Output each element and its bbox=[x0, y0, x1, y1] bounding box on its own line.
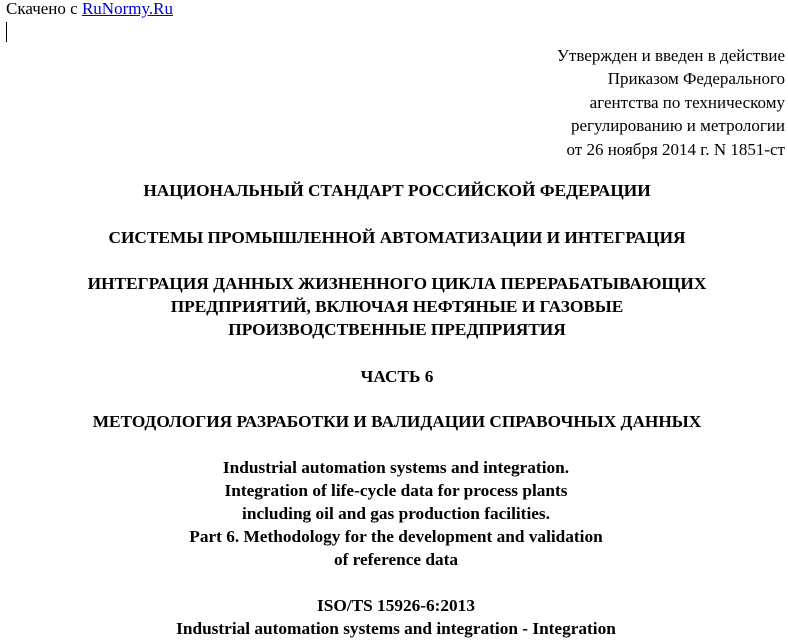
text-cursor bbox=[6, 22, 7, 42]
title-line: ПРОИЗВОДСТВЕННЫЕ ПРЕДПРИЯТИЯ bbox=[228, 320, 566, 339]
series-heading: СИСТЕМЫ ПРОМЫШЛЕННОЙ АВТОМАТИЗАЦИИ И ИНТЕГРАЦИЯ bbox=[108, 228, 686, 247]
iso-code: ISO/TS 15926-6:2013 bbox=[317, 596, 475, 615]
title-line: ПРЕДПРИЯТИЙ, ВКЛЮЧАЯ НЕФТЯНЫЕ И ГАЗОВЫЕ bbox=[170, 297, 624, 316]
approval-line: Утвержден и введен в действие bbox=[556, 46, 785, 65]
document-title bbox=[0, 272, 788, 341]
english-title-line: of reference data bbox=[333, 550, 459, 569]
english-title bbox=[0, 456, 788, 571]
approval-line: агентства по техническому bbox=[589, 92, 785, 112]
english-title-line: including oil and gas production facilities. bbox=[242, 504, 550, 523]
title-line: ИНТЕГРАЦИЯ ДАННЫХ ЖИЗНЕННОГО ЦИКЛА ПЕРЕРАБАТЫВАЮЩИХ bbox=[87, 274, 707, 293]
english-title-line: Part 6. Methodology for the development and validation bbox=[189, 527, 603, 546]
iso-title-line: Industrial automation systems and integration - Integration bbox=[176, 619, 616, 638]
runormy-link[interactable]: RuNormy.Ru bbox=[81, 0, 173, 18]
approval-line: регулированию и метрологии bbox=[570, 116, 785, 136]
source-line bbox=[6, 0, 173, 19]
national-standard-heading: НАЦИОНАЛЬНЫЙ СТАНДАРТ РОССИЙСКОЙ ФЕДЕРАЦИИ bbox=[143, 181, 651, 200]
source-prefix: Скачено с bbox=[6, 0, 82, 18]
approval-line: от 26 ноября 2014 г. N 1851-ст bbox=[566, 139, 785, 159]
iso-block bbox=[0, 594, 788, 640]
subtitle-heading: МЕТОДОЛОГИЯ РАЗРАБОТКИ И ВАЛИДАЦИИ СПРАВОЧНЫХ ДАННЫХ bbox=[92, 412, 702, 431]
approval-block bbox=[557, 44, 785, 161]
part-heading: ЧАСТЬ 6 bbox=[360, 367, 434, 386]
english-title-line: Integration of life-cycle data for process plants bbox=[224, 481, 568, 500]
english-title-line: Industrial automation systems and integration. bbox=[222, 458, 570, 477]
approval-line: Приказом Федерального bbox=[607, 69, 785, 89]
